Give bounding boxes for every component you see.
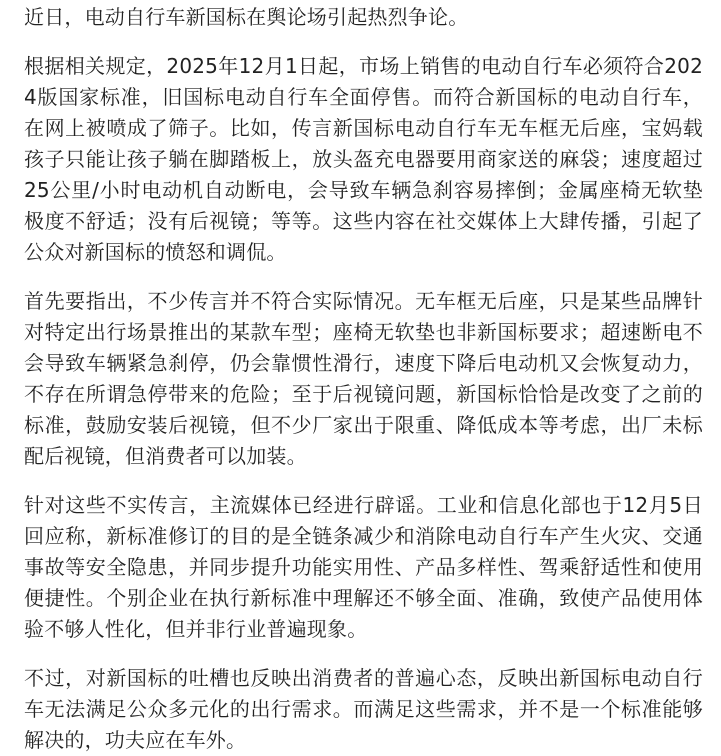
- paragraph-intro: 近日，电动自行车新国标在舆论场引起热烈争论。: [24, 5, 469, 29]
- paragraph-fact-check: 首先要指出，不少传言并不符合实际情况。无车框无后座，只是某些品牌针对特定出行场景推出的某款车型；座椅无软垫也非新国标要求；超速断电不会导致车辆紧急刹停，仍会靠惯性滑行，速度下降后电动机又会恢复动力，不存在所谓急停带来的危险；至于后视镜问题，新国标恰恰是改变了之前的标准，鼓励安装后视镜，但不少厂家出于限重、降低成本等考虑，出厂未标配后视镜，但消费者可以加装。: [24, 289, 703, 468]
- paragraph-conclusion: 不过，对新国标的吐槽也反映出消费者的普遍心态，反映出新国标电动自行车无法满足公众多元化的出行需求。而满足这些需求，并不是一个标准能够解决的，功夫应在车外。: [24, 666, 703, 752]
- paragraph-official-response: 针对这些不实传言，主流媒体已经进行辟谣。工业和信息化部也于12月5日回应称，新标准修订的目的是全链条减少和消除电动自行车产生火灾、交通事故等安全隐患，并同步提升功能实用性、产品多样性、驾乘舒适性和使用便捷性。个别企业在执行新标准中理解还不够全面、准确，致使产品使用体验不够人性化，但并非行业普遍现象。: [24, 493, 703, 641]
- paragraph-regulation-rumors: 根据相关规定，2025年12月1日起，市场上销售的电动自行车必须符合2024版国家标准，旧国标电动自行车全面停售。而符合新国标的电动自行车，在网上被喷成了筛子。比如，传言新国标电动自行车无车框无后座，宝妈载孩子只能让孩子躺在脚踏板上，放头盔充电器要用商家送的麻袋；速度超过25公里/小时电动机自动断电，会导致车辆急刹容易摔倒；金属座椅无软垫极度不舒适；没有后视镜；等等。这些内容在社交媒体上大肆传播，引起了公众对新国标的愤怒和调侃。: [24, 54, 703, 264]
